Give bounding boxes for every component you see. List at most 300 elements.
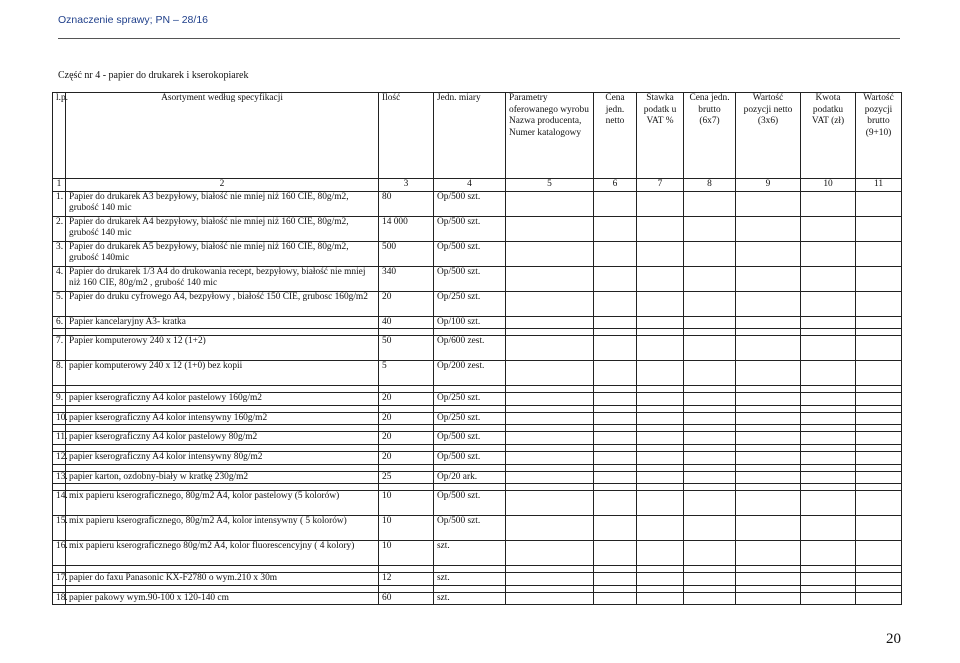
empty-cell: [856, 491, 902, 516]
empty-cell: [594, 216, 637, 241]
empty-cell: [856, 241, 902, 266]
empty-cell: [736, 541, 801, 566]
spacer-cell: [434, 329, 506, 336]
spacer-cell: [506, 425, 594, 432]
spacer-cell: [856, 405, 902, 412]
empty-cell: [506, 216, 594, 241]
col-header-gross-value: Wartość pozycji brutto (9+10): [856, 93, 902, 179]
empty-cell: [736, 432, 801, 445]
spacer-cell: [856, 484, 902, 491]
empty-cell: [801, 216, 856, 241]
row-assortment: papier do faxu Panasonic KX-F2780 o wym.210 x 30m: [66, 573, 379, 586]
spacer-cell: [594, 386, 637, 393]
spacer-cell: [66, 464, 379, 471]
empty-cell: [594, 471, 637, 484]
empty-cell: [684, 471, 736, 484]
spacer-cell: [736, 405, 801, 412]
row-lp: 10.: [53, 412, 66, 425]
row-assortment: Papier do drukarek 1/3 A4 do drukowania recept, bezpyłowy, białość nie mniej niż 160 CIE, 80g/m2 , grubość 140 mic: [66, 266, 379, 291]
empty-cell: [856, 361, 902, 386]
empty-cell: [856, 471, 902, 484]
empty-cell: [637, 361, 684, 386]
row-assortment: papier kserograficzny A4 kolor pastelowy 160g/m2: [66, 393, 379, 406]
row-qty: 5: [379, 361, 434, 386]
row-unit: Op/500 szt.: [434, 216, 506, 241]
spacer-cell: [637, 405, 684, 412]
row-unit: Op/500 szt.: [434, 432, 506, 445]
spacer-cell: [856, 386, 902, 393]
empty-cell: [506, 361, 594, 386]
table-row: [53, 516, 902, 541]
col-header-net-price: Cena jedn. netto: [594, 93, 637, 179]
spacer-cell: [801, 444, 856, 451]
row-qty: 10: [379, 491, 434, 516]
empty-cell: [506, 336, 594, 361]
spacer-cell: [506, 585, 594, 592]
row-assortment: Papier komputerowy 240 x 12 (1+2): [66, 336, 379, 361]
table-row: [53, 541, 902, 566]
empty-cell: [801, 336, 856, 361]
empty-cell: [637, 216, 684, 241]
empty-cell: [684, 336, 736, 361]
spacer-cell: [66, 386, 379, 393]
col-number: 2: [66, 179, 379, 192]
empty-cell: [684, 432, 736, 445]
empty-cell: [594, 316, 637, 329]
empty-cell: [594, 191, 637, 216]
spacer-cell: [736, 444, 801, 451]
row-lp: 13.: [53, 471, 66, 484]
row-lp: 18.: [53, 592, 66, 605]
spacer-cell: [637, 329, 684, 336]
empty-cell: [736, 361, 801, 386]
spacer-cell: [66, 405, 379, 412]
empty-cell: [856, 266, 902, 291]
empty-cell: [801, 451, 856, 464]
spacer-cell: [594, 585, 637, 592]
spacer-cell: [736, 585, 801, 592]
spacer-cell: [684, 405, 736, 412]
spacer-cell: [379, 484, 434, 491]
row-lp: 7.: [53, 336, 66, 361]
empty-cell: [506, 432, 594, 445]
row-unit: Op/200 zest.: [434, 361, 506, 386]
empty-cell: [736, 336, 801, 361]
empty-cell: [637, 241, 684, 266]
spacer-cell: [801, 329, 856, 336]
spacer-cell: [506, 386, 594, 393]
empty-cell: [506, 316, 594, 329]
col-number: 1: [53, 179, 66, 192]
spacer-cell: [594, 425, 637, 432]
col-header-vat-rate: Stawka podatk u VAT %: [637, 93, 684, 179]
empty-cell: [801, 592, 856, 605]
empty-cell: [506, 266, 594, 291]
spacer-cell: [856, 464, 902, 471]
empty-cell: [594, 336, 637, 361]
spacer-cell: [53, 425, 66, 432]
row-qty: 20: [379, 291, 434, 316]
spacer-cell: [594, 444, 637, 451]
empty-cell: [856, 592, 902, 605]
row-unit: Op/500 szt.: [434, 451, 506, 464]
spacer-cell: [434, 386, 506, 393]
col-header-params: Parametry oferowanego wyrobu Nazwa producenta, Numer katalogowy: [506, 93, 594, 179]
empty-cell: [594, 573, 637, 586]
spacer-cell: [53, 585, 66, 592]
col-header-vat-amount: Kwota podatku VAT (zł): [801, 93, 856, 179]
row-qty: 10: [379, 516, 434, 541]
empty-cell: [736, 451, 801, 464]
spacer-cell: [736, 566, 801, 573]
row-spacer: [53, 329, 902, 336]
empty-cell: [736, 316, 801, 329]
empty-cell: [856, 541, 902, 566]
empty-cell: [801, 516, 856, 541]
empty-cell: [684, 216, 736, 241]
spacer-cell: [53, 484, 66, 491]
empty-cell: [594, 412, 637, 425]
empty-cell: [856, 191, 902, 216]
empty-cell: [801, 266, 856, 291]
spacer-cell: [506, 329, 594, 336]
empty-cell: [736, 291, 801, 316]
page-number: 20: [886, 631, 901, 647]
empty-cell: [506, 471, 594, 484]
empty-cell: [594, 393, 637, 406]
spacer-cell: [594, 329, 637, 336]
empty-cell: [637, 471, 684, 484]
spacer-cell: [736, 464, 801, 471]
table-row: [53, 216, 902, 241]
empty-cell: [856, 336, 902, 361]
spacer-cell: [53, 386, 66, 393]
empty-cell: [506, 412, 594, 425]
empty-cell: [684, 393, 736, 406]
row-lp: 14.: [53, 491, 66, 516]
spacer-cell: [801, 386, 856, 393]
empty-cell: [506, 516, 594, 541]
row-unit: Op/500 szt.: [434, 516, 506, 541]
row-qty: 340: [379, 266, 434, 291]
empty-cell: [594, 241, 637, 266]
empty-cell: [801, 241, 856, 266]
table-row: [53, 592, 902, 605]
spacer-cell: [434, 444, 506, 451]
empty-cell: [736, 191, 801, 216]
row-qty: 80: [379, 191, 434, 216]
empty-cell: [684, 573, 736, 586]
row-qty: 50: [379, 336, 434, 361]
row-unit: szt.: [434, 573, 506, 586]
empty-cell: [637, 266, 684, 291]
empty-cell: [506, 393, 594, 406]
empty-cell: [594, 451, 637, 464]
empty-cell: [856, 451, 902, 464]
table-row: [53, 432, 902, 445]
spacer-cell: [53, 444, 66, 451]
empty-cell: [684, 592, 736, 605]
row-spacer: [53, 484, 902, 491]
empty-cell: [684, 412, 736, 425]
row-unit: Op/20 ark.: [434, 471, 506, 484]
row-assortment: papier kserograficzny A4 kolor intensywny 80g/m2: [66, 451, 379, 464]
empty-cell: [736, 412, 801, 425]
spacer-cell: [506, 566, 594, 573]
row-spacer: [53, 585, 902, 592]
col-header-unit: Jedn. miary: [434, 93, 506, 179]
spacer-cell: [801, 405, 856, 412]
empty-cell: [684, 516, 736, 541]
empty-cell: [856, 412, 902, 425]
row-spacer: [53, 425, 902, 432]
col-header-assortment: Asortyment według specyfikacji: [66, 93, 379, 179]
row-lp: 15.: [53, 516, 66, 541]
spacer-cell: [379, 386, 434, 393]
empty-cell: [637, 541, 684, 566]
row-lp: 4.: [53, 266, 66, 291]
empty-cell: [506, 241, 594, 266]
row-unit: Op/250 szt.: [434, 393, 506, 406]
empty-cell: [637, 191, 684, 216]
spacer-cell: [856, 425, 902, 432]
empty-cell: [594, 541, 637, 566]
spacer-cell: [594, 566, 637, 573]
spacer-cell: [66, 329, 379, 336]
empty-cell: [736, 592, 801, 605]
spacer-cell: [801, 484, 856, 491]
spacer-cell: [856, 585, 902, 592]
empty-cell: [801, 316, 856, 329]
spacer-cell: [684, 444, 736, 451]
row-qty: 20: [379, 432, 434, 445]
row-assortment: papier kserograficzny A4 kolor intensywny 160g/m2: [66, 412, 379, 425]
spacer-cell: [434, 425, 506, 432]
row-spacer: [53, 405, 902, 412]
spacer-cell: [434, 585, 506, 592]
row-spacer: [53, 386, 902, 393]
row-lp: 17.: [53, 573, 66, 586]
row-assortment: mix papieru kserograficznego, 80g/m2 A4, kolor pastelowy (5 kolorów): [66, 491, 379, 516]
col-number: 3: [379, 179, 434, 192]
row-assortment: Papier do druku cyfrowego A4, bezpyłowy , białość 150 CIE, grubosc 160g/m2: [66, 291, 379, 316]
empty-cell: [637, 516, 684, 541]
row-qty: 20: [379, 393, 434, 406]
spacer-cell: [736, 484, 801, 491]
empty-cell: [637, 291, 684, 316]
row-unit: Op/500 szt.: [434, 491, 506, 516]
row-lp: 5.: [53, 291, 66, 316]
row-assortment: mix papieru kserograficznego 80g/m2 A4, kolor fluorescencyjny ( 4 kolory): [66, 541, 379, 566]
spacer-cell: [684, 585, 736, 592]
spacer-cell: [379, 405, 434, 412]
empty-cell: [856, 516, 902, 541]
empty-cell: [684, 361, 736, 386]
row-lp: 12.: [53, 451, 66, 464]
spacer-cell: [434, 566, 506, 573]
empty-cell: [736, 516, 801, 541]
row-spacer: [53, 566, 902, 573]
col-number: 4: [434, 179, 506, 192]
empty-cell: [801, 573, 856, 586]
row-lp: 16.: [53, 541, 66, 566]
row-assortment: papier pakowy wym.90-100 x 120-140 cm: [66, 592, 379, 605]
empty-cell: [637, 573, 684, 586]
row-qty: 20: [379, 451, 434, 464]
spacer-cell: [856, 566, 902, 573]
row-spacer: [53, 464, 902, 471]
spacer-cell: [53, 329, 66, 336]
spacer-cell: [506, 444, 594, 451]
empty-cell: [684, 316, 736, 329]
table-row: [53, 266, 902, 291]
empty-cell: [684, 291, 736, 316]
empty-cell: [736, 393, 801, 406]
spacer-cell: [53, 405, 66, 412]
row-qty: 14 000: [379, 216, 434, 241]
col-number: 8: [684, 179, 736, 192]
table-row: [53, 412, 902, 425]
spacer-cell: [637, 464, 684, 471]
empty-cell: [637, 412, 684, 425]
spacer-cell: [66, 425, 379, 432]
table-row: [53, 336, 902, 361]
row-qty: 25: [379, 471, 434, 484]
empty-cell: [684, 266, 736, 291]
row-unit: szt.: [434, 541, 506, 566]
row-lp: 6.: [53, 316, 66, 329]
part-title: Część nr 4 - papier do drukarek i kserokopiarek: [58, 70, 249, 81]
empty-cell: [594, 592, 637, 605]
table-row: [53, 241, 902, 266]
empty-cell: [801, 393, 856, 406]
row-unit: Op/600 zest.: [434, 336, 506, 361]
empty-cell: [736, 471, 801, 484]
spacer-cell: [379, 444, 434, 451]
row-lp: 8.: [53, 361, 66, 386]
empty-cell: [594, 291, 637, 316]
pricing-table: [52, 92, 902, 605]
empty-cell: [594, 491, 637, 516]
row-qty: 500: [379, 241, 434, 266]
spacer-cell: [801, 585, 856, 592]
col-number: 7: [637, 179, 684, 192]
spacer-cell: [637, 484, 684, 491]
row-unit: Op/500 szt.: [434, 241, 506, 266]
empty-cell: [637, 432, 684, 445]
table-row: [53, 191, 902, 216]
empty-cell: [801, 291, 856, 316]
row-unit: Op/250 szt.: [434, 412, 506, 425]
row-assortment: mix papieru kserograficznego, 80g/m2 A4, kolor intensywny ( 5 kolorów): [66, 516, 379, 541]
empty-cell: [684, 491, 736, 516]
empty-cell: [801, 191, 856, 216]
empty-cell: [801, 412, 856, 425]
spacer-cell: [53, 566, 66, 573]
spacer-cell: [856, 329, 902, 336]
empty-cell: [637, 316, 684, 329]
empty-cell: [506, 573, 594, 586]
spacer-cell: [736, 386, 801, 393]
empty-cell: [856, 432, 902, 445]
empty-cell: [736, 216, 801, 241]
row-unit: szt.: [434, 592, 506, 605]
col-header-net-value: Wartość pozycji netto (3x6): [736, 93, 801, 179]
spacer-cell: [379, 566, 434, 573]
col-number: 11: [856, 179, 902, 192]
spacer-cell: [684, 484, 736, 491]
row-qty: 10: [379, 541, 434, 566]
spacer-cell: [594, 464, 637, 471]
spacer-cell: [66, 566, 379, 573]
table-row: [53, 291, 902, 316]
row-unit: Op/500 szt.: [434, 266, 506, 291]
empty-cell: [856, 316, 902, 329]
document-header: Oznaczenie sprawy; PN – 28/16: [58, 14, 208, 26]
spacer-cell: [66, 484, 379, 491]
empty-cell: [594, 516, 637, 541]
row-lp: 2.: [53, 216, 66, 241]
table-row: [53, 316, 902, 329]
col-number: 6: [594, 179, 637, 192]
spacer-cell: [506, 464, 594, 471]
row-lp: 11.: [53, 432, 66, 445]
empty-cell: [637, 491, 684, 516]
empty-cell: [506, 491, 594, 516]
row-qty: 20: [379, 412, 434, 425]
row-unit: Op/100 szt.: [434, 316, 506, 329]
empty-cell: [506, 592, 594, 605]
empty-cell: [801, 491, 856, 516]
spacer-cell: [53, 464, 66, 471]
col-number: 5: [506, 179, 594, 192]
empty-cell: [856, 216, 902, 241]
spacer-cell: [379, 425, 434, 432]
spacer-cell: [801, 566, 856, 573]
spacer-cell: [637, 444, 684, 451]
spacer-cell: [66, 444, 379, 451]
spacer-cell: [379, 329, 434, 336]
spacer-cell: [379, 585, 434, 592]
empty-cell: [506, 541, 594, 566]
spacer-cell: [801, 464, 856, 471]
row-assortment: Papier do drukarek A3 bezpyłowy, białość nie mniej niż 160 CIE, 80g/m2, grubość 140 mic: [66, 191, 379, 216]
empty-cell: [684, 191, 736, 216]
empty-cell: [736, 491, 801, 516]
table-row: [53, 451, 902, 464]
row-unit: Op/250 szt.: [434, 291, 506, 316]
row-assortment: Papier kancelaryjny A3- kratka: [66, 316, 379, 329]
empty-cell: [801, 471, 856, 484]
table-row: [53, 573, 902, 586]
empty-cell: [856, 393, 902, 406]
row-lp: 1.: [53, 191, 66, 216]
spacer-cell: [637, 566, 684, 573]
row-spacer: [53, 444, 902, 451]
spacer-cell: [637, 585, 684, 592]
spacer-cell: [684, 425, 736, 432]
spacer-cell: [856, 444, 902, 451]
empty-cell: [801, 541, 856, 566]
empty-cell: [637, 393, 684, 406]
spacer-cell: [736, 329, 801, 336]
spacer-cell: [736, 425, 801, 432]
row-assortment: papier kserograficzny A4 kolor pastelowy 80g/m2: [66, 432, 379, 445]
empty-cell: [506, 451, 594, 464]
row-assortment: Papier do drukarek A5 bezpyłowy, białość nie mniej niż 160 CIE, 80g/m2, grubość 140mic: [66, 241, 379, 266]
empty-cell: [801, 432, 856, 445]
spacer-cell: [594, 484, 637, 491]
